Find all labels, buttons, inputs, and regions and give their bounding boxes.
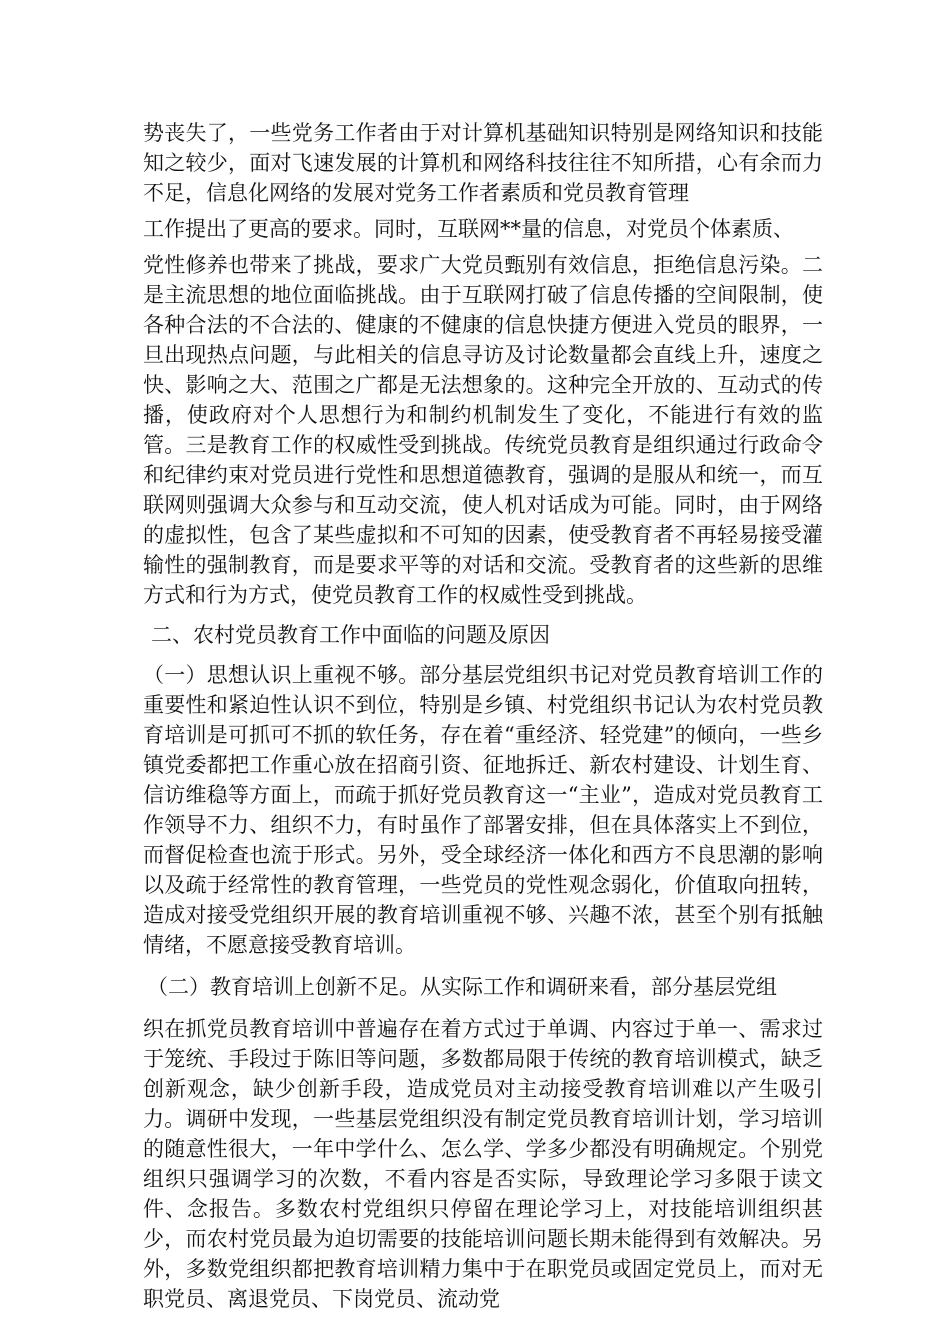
document-body (143, 118, 823, 1314)
paragraph-5: （二）教育培训上创新不足。从实际工作和调研来看，部分基层党组 (147, 975, 777, 999)
paragraph-2: 工作提出了更高的要求。同时，互联网**量的信息，对党员个体素质、 (143, 217, 794, 241)
paragraph-6: 织在抓党员教育培训中普遍存在着方式过于单调、内容过于单一、需求过于笼统、手段过于陈旧等问题，多数都局限于传统的教育培训模式，缺乏创新观念，缺少创新手段，造成党员对主动接受教育培训难以产生吸引力。调研中发现，一些基层党组织没有制定党员教育培训计划，学习培训的随意性很大，一年中学什么、怎么学、学多少都没有明确规定。个别党组织只强调学习的次数，不看内容是否实际，导致理论学习多限于读文件、念报告。多数农村党组织只停留在理论学习上，对技能培训组织甚少，而农村党员最为迫切需要的技能培训问题长期未能得到有效解决。另外，多数党组织都把教育培训精力集中于在职党员或固定党员上，而对无职党员、离退党员、下岗党员、流动党 (143, 1017, 823, 1311)
section-heading: 二、农村党员教育工作中面临的问题及原因 (151, 623, 550, 647)
paragraph-1: 势丧失了，一些党务工作者由于对计算机基础知识特别是网络知识和技能知之较少，面对飞速发展的计算机和网络科技往往不知所措，心有余而力不足，信息化网络的发展对党务工作者素质和党员教育管理 (143, 121, 823, 205)
paragraph-4: （一）思想认识上重视不够。部分基层党组织书记对党员教育培训工作的重要性和紧迫性认识不到位，特别是乡镇、村党组织书记认为农村党员教育培训是可抓可不抓的软任务，存在着“重经济、轻党建”的倾向，一些乡镇党委都把工作重心放在招商引资、征地拆迁、新农村建设、计划生育、信访维稳等方面上，而疏于抓好党员教育这一“主业”，造成对党员教育工作领导不力、组织不力，有时虽作了部署安排，但在具体落实上不到位，而督促检查也流于形式。另外，受全球经济一体化和西方不良思潮的影响以及疏于经常性的教育管理，一些党员的党性观念弱化，价值取向扭转，造成对接受党组织开展的教育培训重视不够、兴趣不浓，甚至个别有抵触情绪，不愿意接受教育培训。 (143, 663, 823, 957)
paragraph-3: 党性修养也带来了挑战，要求广大党员甄别有效信息，拒绝信息污染。二是主流思想的地位面临挑战。由于互联网打破了信息传播的空间限制，使各种合法的不合法的、健康的不健康的信息快捷方便进入党员的眼界，一旦出现热点问题，与此相关的信息寻访及讨论数量都会直线上升，速度之快、影响之大、范围之广都是无法想象的。这种完全开放的、互动式的传播，使政府对个人思想行为和制约机制发生了变化，不能进行有效的监管。三是教育工作的权威性受到挑战。传统党员教育是组织通过行政命令和纪律约束对党员进行党性和思想道德教育，强调的是服从和统一，而互联网则强调大众参与和互动交流，使人机对话成为可能。同时，由于网络的虚拟性，包含了某些虚拟和不可知的因素，使受教育者不再轻易接受灌输性的强制教育，而是要求平等的对话和交流。受教育者的这些新的思维方式和行为方式，使党员教育工作的权威性受到挑战。 (143, 253, 823, 607)
